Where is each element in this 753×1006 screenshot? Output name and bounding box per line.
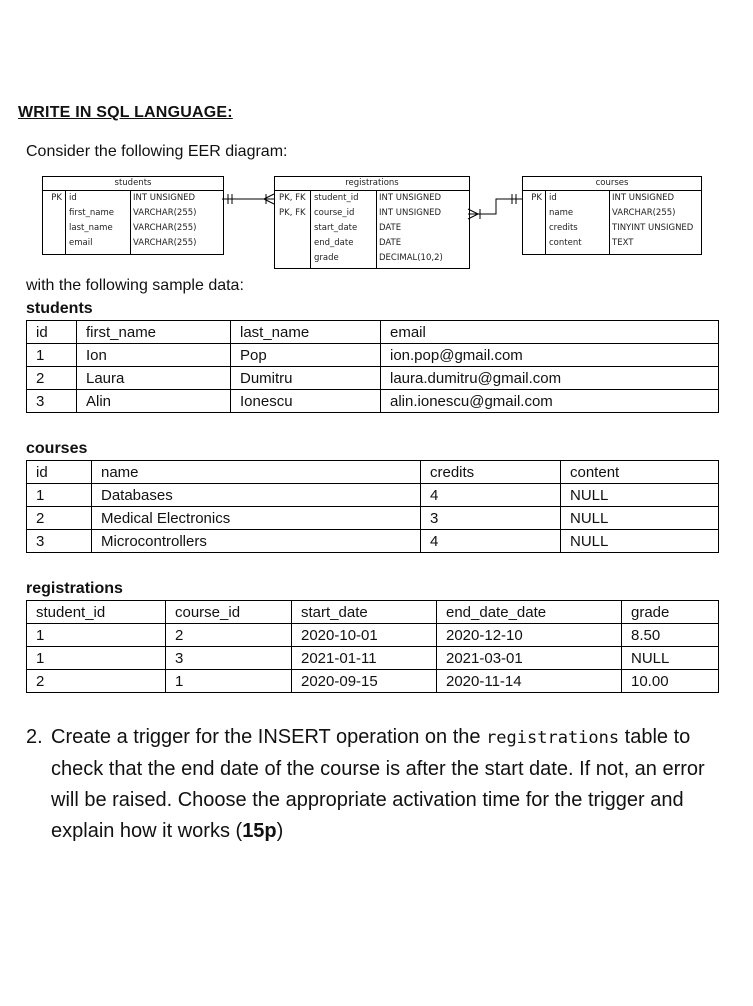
entity-attr: email xyxy=(69,238,93,248)
table-cell: Microcontrollers xyxy=(92,530,421,553)
entity-attr: last_name xyxy=(69,223,113,233)
crowfoot-mark xyxy=(468,209,478,214)
table-row xyxy=(27,670,719,693)
entity-type: DATE xyxy=(379,223,402,233)
table-header: name xyxy=(92,461,421,484)
entity-type: TINYINT UNSIGNED xyxy=(612,223,694,233)
table-cell: NULL xyxy=(561,484,719,507)
entity-key: PK, FK xyxy=(279,208,306,218)
table-cell: 1 xyxy=(27,624,166,647)
registrations-table-title: registrations xyxy=(26,580,123,597)
table-header-row xyxy=(27,461,719,484)
table-cell: Ion xyxy=(77,344,231,367)
table-header: start_date xyxy=(292,601,437,624)
table-header: last_name xyxy=(231,321,381,344)
table-cell: Medical Electronics xyxy=(92,507,421,530)
table-header: id xyxy=(27,321,77,344)
page-heading: WRITE IN SQL LANGUAGE: xyxy=(18,104,233,121)
entity-title: courses xyxy=(523,177,701,191)
table-cell: 2 xyxy=(166,624,292,647)
table-cell: Dumitru xyxy=(231,367,381,390)
table-cell: 8.50 xyxy=(622,624,719,647)
table-header: grade xyxy=(622,601,719,624)
entity-type: INT UNSIGNED xyxy=(379,193,442,203)
question-text xyxy=(51,722,721,847)
registrations-courses-line xyxy=(468,199,522,214)
table-cell: 2021-01-11 xyxy=(292,647,437,670)
table-row xyxy=(27,484,719,507)
entity-type: VARCHAR(255) xyxy=(612,208,676,218)
table-row xyxy=(27,624,719,647)
table-cell: ion.pop@gmail.com xyxy=(381,344,719,367)
entity-attr: name xyxy=(549,208,574,218)
table-cell: 2 xyxy=(27,670,166,693)
entity-key: PK xyxy=(51,193,62,203)
table-cell: 4 xyxy=(421,484,561,507)
entity-attr: content xyxy=(549,238,582,248)
entity-attr: first_name xyxy=(69,208,114,218)
entity-attr: student_id xyxy=(314,193,359,203)
table-row xyxy=(27,507,719,530)
table-header: email xyxy=(381,321,719,344)
courses-table-title: courses xyxy=(26,440,88,457)
table-cell: 1 xyxy=(27,484,92,507)
table-cell: 2020-12-10 xyxy=(437,624,622,647)
table-row xyxy=(27,647,719,670)
courses-table xyxy=(26,460,719,553)
table-cell: 1 xyxy=(27,647,166,670)
table-header: first_name xyxy=(77,321,231,344)
entity-attr: grade xyxy=(314,253,339,263)
entity-attr: end_date xyxy=(314,238,354,248)
table-cell: NULL xyxy=(561,507,719,530)
entity-key: PK, FK xyxy=(279,193,306,203)
entity-key: PK xyxy=(531,193,542,203)
table-row xyxy=(27,530,719,553)
table-cell: 4 xyxy=(421,530,561,553)
table-header-row xyxy=(27,601,719,624)
table-header: content xyxy=(561,461,719,484)
table-cell: 2021-03-01 xyxy=(437,647,622,670)
entity-type: INT UNSIGNED xyxy=(379,208,442,218)
intro-text: Consider the following EER diagram: xyxy=(26,143,288,160)
table-cell: Ionescu xyxy=(231,390,381,413)
table-row xyxy=(27,344,719,367)
table-cell: 2020-11-14 xyxy=(437,670,622,693)
table-cell: 1 xyxy=(166,670,292,693)
table-header: end_date_date xyxy=(437,601,622,624)
table-cell: alin.ionescu@gmail.com xyxy=(381,390,719,413)
table-cell: NULL xyxy=(561,530,719,553)
table-cell: 2 xyxy=(27,367,77,390)
table-cell: Laura xyxy=(77,367,231,390)
question-part3: ) xyxy=(276,820,284,842)
entity-type: DECIMAL(10,2) xyxy=(379,253,443,263)
entity-attr: start_date xyxy=(314,223,358,233)
entity-type: INT UNSIGNED xyxy=(133,193,196,203)
registrations-table xyxy=(26,600,719,693)
table-cell: 2020-10-01 xyxy=(292,624,437,647)
relationship-lines xyxy=(0,0,753,300)
table-header: course_id xyxy=(166,601,292,624)
entity-type: VARCHAR(255) xyxy=(133,238,197,248)
table-header: student_id xyxy=(27,601,166,624)
table-cell: Pop xyxy=(231,344,381,367)
question-points: 15p xyxy=(242,820,277,842)
table-cell: Alin xyxy=(77,390,231,413)
entity-attr: id xyxy=(549,193,557,203)
table-cell: laura.dumitru@gmail.com xyxy=(381,367,719,390)
entity-attr: id xyxy=(69,193,77,203)
question-part1: Create a trigger for the INSERT operation on the xyxy=(51,726,487,748)
table-row xyxy=(27,367,719,390)
table-header: id xyxy=(27,461,92,484)
entity-type: VARCHAR(255) xyxy=(133,208,197,218)
entity-type: DATE xyxy=(379,238,402,248)
sample-data-intro: with the following sample data: xyxy=(26,277,244,294)
entity-type: INT UNSIGNED xyxy=(612,193,675,203)
table-cell: 3 xyxy=(27,530,92,553)
table-header: credits xyxy=(421,461,561,484)
entity-type: VARCHAR(255) xyxy=(133,223,197,233)
table-cell: 1 xyxy=(27,344,77,367)
question-code: registrations xyxy=(486,728,620,748)
table-header-row xyxy=(27,321,719,344)
table-cell: 3 xyxy=(27,390,77,413)
table-cell: 3 xyxy=(166,647,292,670)
entity-attr: course_id xyxy=(314,208,355,218)
crowfoot-mark xyxy=(468,214,478,219)
table-cell: 2 xyxy=(27,507,92,530)
table-cell: 10.00 xyxy=(622,670,719,693)
table-cell: Databases xyxy=(92,484,421,507)
table-cell: NULL xyxy=(622,647,719,670)
table-cell: 3 xyxy=(421,507,561,530)
entity-title: registrations xyxy=(275,177,469,191)
table-cell: 2020-09-15 xyxy=(292,670,437,693)
entity-type: TEXT xyxy=(612,238,634,248)
entity-title: students xyxy=(43,177,223,191)
question-part2: table to check that the end date of the course is after the start date. If not, an error will be raised. Choose the appropriate activation time for the trigger and explain how it works ( xyxy=(51,726,705,842)
table-row xyxy=(27,390,719,413)
entity-attr: credits xyxy=(549,223,578,233)
question-number: 2. xyxy=(26,726,43,748)
students-table xyxy=(26,320,719,413)
students-table-title: students xyxy=(26,300,93,317)
